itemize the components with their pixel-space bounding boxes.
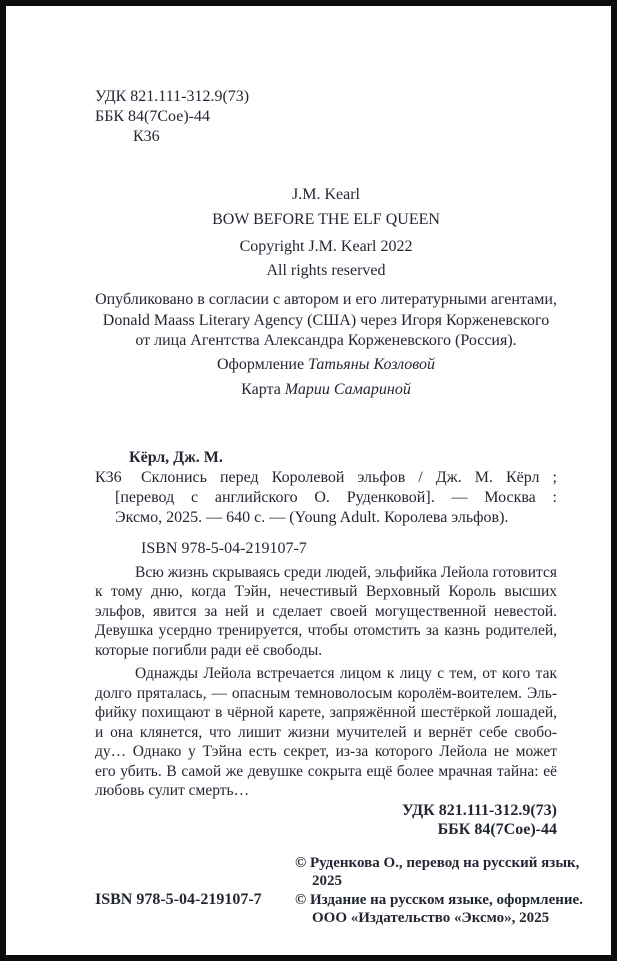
bottom-bbk-line: ББК 84(7Сое)-44 (437, 821, 557, 839)
text-line: ду… Однако у Тэйна есть секрет, из-за которого Лейола не может (95, 743, 557, 761)
page-content (6, 6, 611, 928)
text-line: ООО «Издательство «Эксмо», 2025 (312, 910, 550, 927)
catalog-entry-text (115, 468, 557, 529)
map-credit (95, 380, 557, 400)
text-line: Девушка усердно тренируется, чтобы отомстить за казнь родителей, (95, 622, 557, 640)
text-line: 2025 (312, 873, 342, 890)
design-credit-label: Оформление (216, 355, 305, 373)
copyright-entry-translation (295, 854, 580, 891)
catalog-isbn: ISBN 978-5-04-219107-7 (141, 539, 307, 557)
text-line: эльфов, явится за ней и сделает своей могущественной невестой. (95, 602, 557, 620)
text-line: которые погибли ради её свободы. (95, 641, 323, 659)
annotation-paragraph-2 (95, 664, 557, 801)
annotation-paragraph-1 (95, 563, 557, 661)
catalog-author-heading: Кёрл, Дж. М. (129, 448, 223, 466)
text-line: любовь сулит смерть… (95, 782, 250, 800)
catalog-margin-code: К36 (95, 468, 122, 486)
text-line: Склонись перед Королевой эльфов / Дж. М. Кёрл ; (141, 468, 557, 486)
original-copyright: Copyright J.M. Kearl 2022 (239, 238, 413, 255)
text-line: Эксмо, 2025. — 640 с. — (Young Adult. Королева эльфов). (115, 509, 509, 527)
original-title: BOW BEFORE THE ELF QUEEN (212, 211, 440, 228)
map-credit-label: Карта (241, 380, 281, 398)
copyright-block (295, 854, 583, 928)
text-line: Однажды Лейола встречается лицом к лицу с тем, от кого так (135, 665, 557, 683)
text-line: Всю жизнь скрываясь среди людей, эльфийка Лейола готовится (135, 563, 557, 581)
text-line: Опубликовано в согласии с автором и его литературными агентами, (95, 291, 557, 308)
copyright-entry-edition (295, 891, 583, 928)
text-line: фийку похищают в чёрной карете, запряжённой шестёркой лошадей, (95, 704, 557, 722)
text-line: от лица Агентства Александра Корженевского (Россия). (135, 332, 517, 349)
top-classification-block (95, 87, 557, 147)
text-line: © Руденкова О., перевод на русский язык, (295, 854, 580, 871)
publication-notice (95, 290, 557, 352)
text-line: [перевод с английского О. Руденковой]. — Москва : (115, 489, 557, 507)
text-line: к тому дню, когда Тэйн, нечестивый Верховный Король высших (95, 583, 557, 601)
catalog-card-block (95, 448, 557, 529)
footer-isbn: ISBN 978-5-04-219107-7 (95, 890, 262, 908)
text-line: Donald Maass Literary Agency (США) через Игоря Корженевского (102, 311, 550, 329)
bottom-udk-line: УДК 821.111-312.9(73) (402, 801, 557, 819)
original-rights: All rights reserved (266, 262, 386, 279)
map-credit-name: Марии Самариной (284, 380, 411, 398)
text-line: долго пряталась, — опасным темноволосым королём-воителем. Эль- (95, 684, 557, 702)
text-line: его убить. В самой же девушке сокрыта ещё более мрачная тайна: её (95, 762, 557, 780)
bbk-line: ББК 84(7Сое)-44 (95, 108, 210, 125)
udk-line: УДК 821.111-312.9(73) (95, 88, 250, 105)
design-credit-name: Татьяны Козловой (308, 355, 436, 373)
bottom-classification-block (95, 801, 557, 840)
footer-row (95, 854, 583, 928)
original-author: J.M. Kearl (292, 186, 360, 203)
author-code-line: К36 (133, 128, 160, 145)
design-credit (95, 355, 557, 375)
text-line: © Издание на русском языке, оформление. (295, 891, 583, 908)
text-line: и она клянется, что лишит жизни мучителей и вернёт себе свобо- (95, 723, 557, 741)
